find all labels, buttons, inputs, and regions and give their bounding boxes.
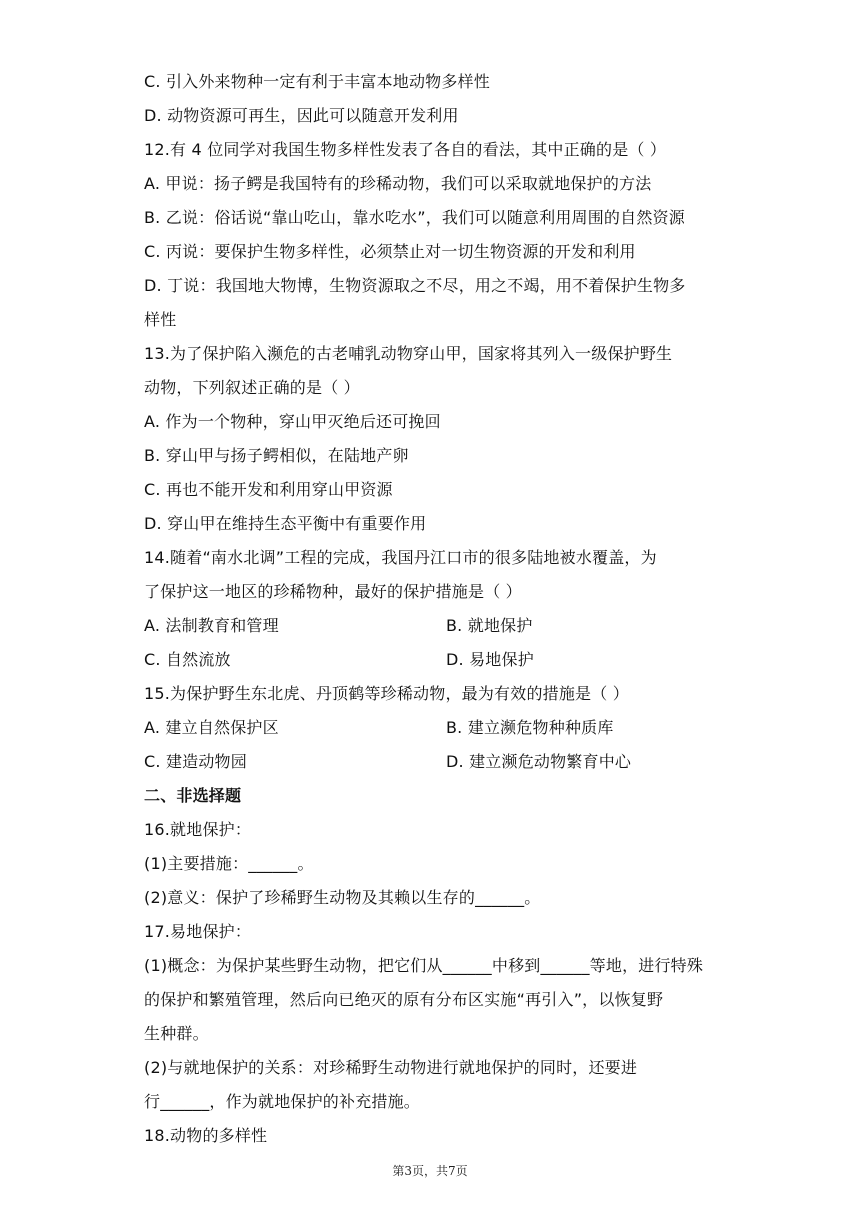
question-16-part-2: (2)意义：保护了珍稀野生动物及其赖以生存的______。 <box>144 888 541 907</box>
option-c-q11: C. 引入外来物种一定有利于丰富本地动物多样性 <box>144 72 490 91</box>
question-16-stem: 16.就地保护： <box>144 820 252 839</box>
q15-options-row-1 <box>144 718 724 738</box>
q14-options-row-1 <box>144 616 724 636</box>
question-18-stem: 18.动物的多样性 <box>144 1126 268 1145</box>
q15-options-row-2 <box>144 752 724 772</box>
question-17-part-2-continued: 行______，作为就地保护的补充措施。 <box>144 1092 421 1111</box>
question-17-part-1-continued: 的保护和繁殖管理，然后向已绝灭的原有分布区实施“再引入”，以恢复野 <box>144 990 664 1009</box>
question-14-stem-continued: 了保护这一地区的珍稀物种，最好的保护措施是（ ） <box>144 582 522 601</box>
option-d-q14: D. 易地保护 <box>446 650 534 669</box>
question-17-stem: 17.易地保护： <box>144 922 252 941</box>
option-d-q12: D. 丁说：我国地大物博，生物资源取之不尽，用之不竭，用不着保护生物多 <box>144 276 686 295</box>
question-12-stem: 12.有 4 位同学对我国生物多样性发表了各自的看法，其中正确的是（ ） <box>144 140 667 159</box>
question-13-stem-continued: 动物，下列叙述正确的是（ ） <box>144 378 360 397</box>
option-c-q14: C. 自然流放 <box>144 650 231 669</box>
option-b-q13: B. 穿山甲与扬子鳄相似，在陆地产卵 <box>144 446 409 465</box>
option-c-q15: C. 建造动物园 <box>144 752 247 771</box>
question-16-part-1: (1)主要措施：______。 <box>144 854 314 873</box>
option-a-q15: A. 建立自然保护区 <box>144 718 279 737</box>
question-13-stem: 13.为了保护陷入濒危的古老哺乳动物穿山甲，国家将其列入一级保护野生 <box>144 344 673 363</box>
option-d-q11: D. 动物资源可再生，因此可以随意开发利用 <box>144 106 459 125</box>
question-14-stem: 14.随着“南水北调”工程的完成，我国丹江口市的很多陆地被水覆盖，为 <box>144 548 657 567</box>
section-heading: 二、非选择题 <box>144 786 242 805</box>
q14-options-row-2 <box>144 650 724 670</box>
option-a-q12: A. 甲说：扬子鳄是我国特有的珍稀动物，我们可以采取就地保护的方法 <box>144 174 652 193</box>
option-a-q14: A. 法制教育和管理 <box>144 616 279 635</box>
option-c-q13: C. 再也不能开发和利用穿山甲资源 <box>144 480 393 499</box>
question-17-part-1-end: 生种群。 <box>144 1024 209 1043</box>
option-c-q12: C. 丙说：要保护生物多样性，必须禁止对一切生物资源的开发和利用 <box>144 242 636 261</box>
option-d-q15: D. 建立濒危动物繁育中心 <box>446 752 632 771</box>
question-15-stem: 15.为保护野生东北虎、丹顶鹤等珍稀动物，最为有效的措施是（ ） <box>144 684 629 703</box>
page-number-footer: 第3页，共7页 <box>392 1164 468 1178</box>
option-a-q13: A. 作为一个物种，穿山甲灭绝后还可挽回 <box>144 412 441 431</box>
option-d-q12-continued: 样性 <box>144 310 177 329</box>
option-b-q15: B. 建立濒危物种种质库 <box>446 718 614 737</box>
question-17-part-1: (1)概念：为保护某些野生动物，把它们从______中移到______等地，进行特殊 <box>144 956 704 975</box>
question-17-part-2: (2)与就地保护的关系：对珍稀野生动物进行就地保护的同时，还要进 <box>144 1058 638 1077</box>
option-b-q14: B. 就地保护 <box>446 616 533 635</box>
option-d-q13: D. 穿山甲在维持生态平衡中有重要作用 <box>144 514 427 533</box>
option-b-q12: B. 乙说：俗话说“靠山吃山，靠水吃水”，我们可以随意利用周围的自然资源 <box>144 208 685 227</box>
